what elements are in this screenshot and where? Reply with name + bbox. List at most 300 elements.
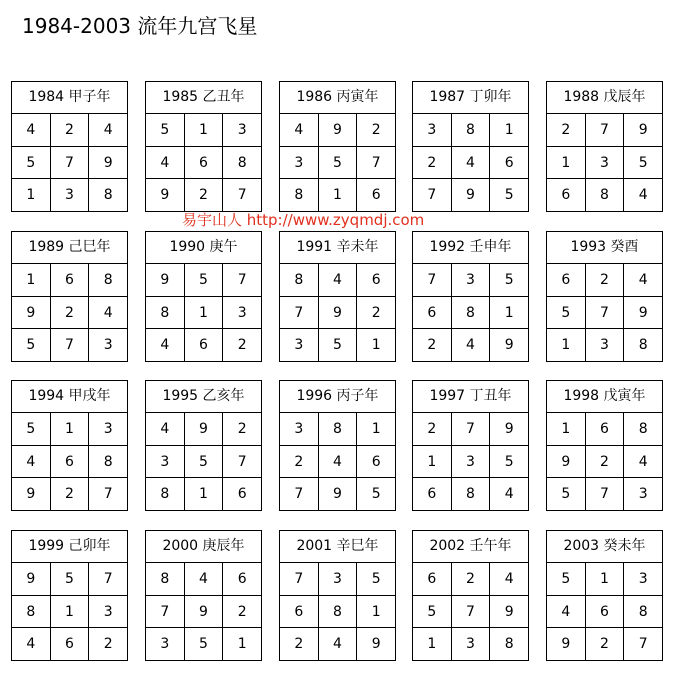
star-cell: 3	[88, 329, 127, 361]
star-cell: 4	[561, 603, 571, 620]
star-grid-row	[280, 627, 395, 660]
star-grid	[547, 563, 662, 660]
star-grid-row	[146, 477, 261, 510]
star-grid	[280, 114, 395, 211]
year-card-title: 2003 癸未年	[547, 531, 662, 563]
star-cell: 3	[160, 636, 170, 653]
star-cell: 7	[88, 478, 127, 510]
year-card	[279, 81, 396, 212]
star-grid-row	[12, 264, 127, 296]
year-card-title: 2001 辛巳年	[280, 531, 395, 563]
year-card-title: 1986 丙寅年	[280, 82, 395, 114]
star-cell: 8	[451, 478, 490, 510]
star-cell: 6	[561, 271, 571, 288]
star-cell: 6	[356, 446, 395, 478]
star-cell: 6	[50, 446, 89, 478]
star-grid	[146, 114, 261, 211]
star-grid-row	[280, 114, 395, 146]
star-cell: 5	[561, 570, 571, 587]
star-grid-row	[280, 563, 395, 595]
star-cell: 5	[26, 154, 36, 171]
star-grid	[547, 413, 662, 510]
star-grid	[12, 413, 127, 510]
star-grid-row	[547, 563, 662, 595]
year-card-title: 1997 丁丑年	[413, 381, 528, 413]
star-cell: 8	[623, 596, 662, 628]
star-cell: 6	[427, 486, 437, 503]
star-cell: 3	[427, 121, 437, 138]
star-cell: 9	[489, 596, 528, 628]
star-grid-row	[280, 146, 395, 179]
star-cell: 1	[50, 596, 89, 628]
star-cell: 7	[160, 603, 170, 620]
star-cell: 1	[356, 596, 395, 628]
star-grid-row	[547, 264, 662, 296]
star-cell: 3	[585, 329, 624, 361]
star-grid-row	[146, 595, 261, 628]
star-cell: 8	[294, 271, 304, 288]
star-cell: 5	[561, 304, 571, 321]
year-card	[145, 530, 262, 661]
star-cell: 6	[222, 563, 261, 595]
star-cell: 6	[356, 264, 395, 296]
star-cell: 9	[26, 570, 36, 587]
star-cell: 4	[318, 264, 357, 296]
star-cell: 5	[50, 563, 89, 595]
star-cell: 1	[489, 297, 528, 329]
year-card-title: 1996 丙子年	[280, 381, 395, 413]
star-grid-row	[547, 413, 662, 445]
star-cell: 6	[50, 264, 89, 296]
year-card	[145, 380, 262, 511]
star-cell: 3	[222, 297, 261, 329]
star-grid	[146, 264, 261, 361]
star-grid-row	[547, 595, 662, 628]
star-grid-row	[413, 445, 528, 478]
star-grid-row	[280, 178, 395, 211]
star-cell: 2	[356, 297, 395, 329]
star-cell: 9	[184, 413, 223, 445]
star-cell: 2	[427, 154, 437, 171]
star-cell: 2	[427, 337, 437, 354]
star-cell: 1	[561, 154, 571, 171]
star-cell: 7	[294, 570, 304, 587]
year-card	[412, 231, 529, 362]
star-cell: 5	[318, 329, 357, 361]
year-card	[11, 81, 128, 212]
star-cell: 4	[451, 147, 490, 179]
star-cell: 5	[26, 337, 36, 354]
year-card	[546, 231, 663, 362]
star-grid-row	[413, 114, 528, 146]
star-grid-row	[413, 413, 528, 445]
year-card-title: 2000 庚辰年	[146, 531, 261, 563]
star-cell: 2	[222, 596, 261, 628]
star-grid-row	[413, 296, 528, 329]
star-cell: 4	[88, 297, 127, 329]
year-card	[546, 530, 663, 661]
star-cell: 4	[318, 628, 357, 660]
star-grid-row	[413, 328, 528, 361]
star-cell: 8	[623, 413, 662, 445]
star-cell: 9	[160, 187, 170, 204]
star-cell: 7	[222, 179, 261, 211]
star-cell: 1	[356, 413, 395, 445]
star-grid-row	[547, 328, 662, 361]
star-cell: 2	[50, 478, 89, 510]
star-cell: 8	[318, 596, 357, 628]
star-cell: 5	[356, 563, 395, 595]
star-grid-row	[547, 296, 662, 329]
star-cell: 8	[88, 264, 127, 296]
star-cell: 2	[294, 453, 304, 470]
star-grid	[146, 563, 261, 660]
star-grid	[547, 114, 662, 211]
star-cell: 6	[184, 147, 223, 179]
star-cell: 6	[427, 570, 437, 587]
star-cell: 8	[222, 147, 261, 179]
star-cell: 8	[160, 486, 170, 503]
star-grid-row	[413, 595, 528, 628]
star-cell: 7	[427, 271, 437, 288]
star-cell: 6	[585, 596, 624, 628]
star-cell: 7	[50, 329, 89, 361]
star-cell: 1	[184, 297, 223, 329]
year-card-title: 1993 癸酉	[547, 232, 662, 264]
star-cell: 2	[561, 121, 571, 138]
year-card	[412, 530, 529, 661]
star-cell: 5	[489, 446, 528, 478]
star-grid-row	[413, 563, 528, 595]
star-grid-row	[280, 264, 395, 296]
star-grid-row	[146, 328, 261, 361]
star-cell: 8	[318, 413, 357, 445]
star-cell: 5	[160, 121, 170, 138]
star-grid	[413, 264, 528, 361]
star-cell: 4	[88, 114, 127, 146]
star-cell: 7	[585, 297, 624, 329]
star-grid-row	[547, 178, 662, 211]
star-cell: 5	[26, 420, 36, 437]
year-card	[11, 231, 128, 362]
star-cell: 9	[160, 271, 170, 288]
star-cell: 6	[561, 187, 571, 204]
star-grid-row	[280, 296, 395, 329]
star-grid-row	[413, 264, 528, 296]
year-card-title: 1990 庚午	[146, 232, 261, 264]
star-grid-row	[12, 563, 127, 595]
star-cell: 3	[160, 453, 170, 470]
star-cell: 8	[88, 446, 127, 478]
star-cell: 7	[623, 628, 662, 660]
star-cell: 9	[451, 179, 490, 211]
star-grid-row	[12, 477, 127, 510]
star-grid	[146, 413, 261, 510]
star-cell: 7	[222, 446, 261, 478]
star-cell: 5	[489, 264, 528, 296]
star-cell: 7	[294, 304, 304, 321]
star-cell: 3	[318, 563, 357, 595]
star-cell: 6	[184, 329, 223, 361]
star-cell: 6	[427, 304, 437, 321]
year-card	[279, 380, 396, 511]
star-grid-row	[146, 563, 261, 595]
star-cell: 7	[451, 596, 490, 628]
star-cell: 8	[489, 628, 528, 660]
star-cell: 1	[427, 636, 437, 653]
star-grid	[12, 114, 127, 211]
star-cell: 3	[88, 596, 127, 628]
star-grid-row	[12, 114, 127, 146]
star-cell: 8	[585, 179, 624, 211]
star-cell: 1	[50, 413, 89, 445]
star-grid-row	[280, 413, 395, 445]
star-cell: 3	[623, 563, 662, 595]
year-card-title: 2002 壬午年	[413, 531, 528, 563]
year-card-title: 1999 己卯年	[12, 531, 127, 563]
star-cell: 7	[356, 147, 395, 179]
star-cell: 9	[561, 453, 571, 470]
star-grid-row	[280, 445, 395, 478]
star-grid-row	[12, 445, 127, 478]
star-cell: 2	[294, 636, 304, 653]
star-cell: 9	[26, 486, 36, 503]
star-cell: 3	[222, 114, 261, 146]
star-cell: 5	[184, 628, 223, 660]
star-grid-row	[547, 445, 662, 478]
year-card-title: 1987 丁卯年	[413, 82, 528, 114]
star-cell: 3	[294, 337, 304, 354]
star-cell: 4	[489, 563, 528, 595]
star-cell: 4	[26, 453, 36, 470]
star-cell: 9	[318, 114, 357, 146]
star-cell: 4	[294, 121, 304, 138]
star-cell: 2	[50, 297, 89, 329]
star-cell: 4	[623, 264, 662, 296]
star-cell: 4	[623, 179, 662, 211]
year-card-title: 1994 甲戌年	[12, 381, 127, 413]
star-cell: 2	[427, 420, 437, 437]
star-cell: 2	[88, 628, 127, 660]
star-cell: 8	[451, 297, 490, 329]
star-cell: 2	[184, 179, 223, 211]
star-cell: 1	[356, 329, 395, 361]
star-cell: 1	[561, 420, 571, 437]
page-title: 1984-2003 流年九宫飞星	[22, 14, 258, 38]
star-cell: 8	[451, 114, 490, 146]
star-grid-row	[146, 146, 261, 179]
star-cell: 1	[561, 337, 571, 354]
star-grid-row	[280, 477, 395, 510]
year-card	[11, 530, 128, 661]
year-card	[145, 231, 262, 362]
star-cell: 7	[294, 486, 304, 503]
star-cell: 2	[451, 563, 490, 595]
star-cell: 2	[585, 628, 624, 660]
star-cell: 9	[184, 596, 223, 628]
year-card-title: 1988 戊辰年	[547, 82, 662, 114]
star-cell: 4	[160, 337, 170, 354]
star-grid-row	[146, 296, 261, 329]
star-cell: 8	[160, 304, 170, 321]
star-cell: 4	[160, 420, 170, 437]
star-grid-row	[280, 595, 395, 628]
star-cell: 1	[222, 628, 261, 660]
star-cell: 2	[585, 264, 624, 296]
star-cell: 6	[356, 179, 395, 211]
star-cell: 9	[318, 297, 357, 329]
star-grid	[413, 114, 528, 211]
year-card	[546, 81, 663, 212]
year-card	[145, 81, 262, 212]
star-grid-row	[146, 627, 261, 660]
star-grid	[12, 563, 127, 660]
star-cell: 5	[318, 147, 357, 179]
star-cell: 4	[318, 446, 357, 478]
star-grid-row	[413, 178, 528, 211]
star-grid-row	[547, 477, 662, 510]
star-grid-row	[12, 178, 127, 211]
star-cell: 9	[356, 628, 395, 660]
star-cell: 1	[318, 179, 357, 211]
star-cell: 9	[489, 329, 528, 361]
star-cell: 1	[489, 114, 528, 146]
star-cell: 1	[26, 271, 36, 288]
star-cell: 2	[222, 329, 261, 361]
star-cell: 9	[489, 413, 528, 445]
star-grid-row	[547, 114, 662, 146]
star-cell: 7	[88, 563, 127, 595]
star-grid	[12, 264, 127, 361]
star-grid	[413, 563, 528, 660]
star-cell: 4	[160, 154, 170, 171]
star-grid-row	[413, 477, 528, 510]
star-cell: 7	[427, 187, 437, 204]
star-cell: 1	[26, 187, 36, 204]
star-grid-row	[146, 114, 261, 146]
star-cell: 5	[427, 603, 437, 620]
year-card	[412, 81, 529, 212]
star-cell: 4	[184, 563, 223, 595]
star-grid-row	[12, 413, 127, 445]
star-cell: 6	[489, 147, 528, 179]
star-cell: 4	[26, 121, 36, 138]
year-card-title: 1995 乙亥年	[146, 381, 261, 413]
star-grid	[280, 264, 395, 361]
star-grid	[547, 264, 662, 361]
star-cell: 2	[222, 413, 261, 445]
star-grid-row	[12, 146, 127, 179]
year-card-title: 1998 戊寅年	[547, 381, 662, 413]
star-cell: 6	[222, 478, 261, 510]
star-cell: 8	[88, 179, 127, 211]
star-grid-row	[413, 627, 528, 660]
star-cell: 9	[623, 297, 662, 329]
star-cell: 6	[294, 603, 304, 620]
star-cell: 2	[585, 446, 624, 478]
star-cell: 1	[427, 453, 437, 470]
star-grid-row	[12, 296, 127, 329]
star-cell: 3	[451, 446, 490, 478]
year-card-title: 1985 乙丑年	[146, 82, 261, 114]
star-cell: 4	[489, 478, 528, 510]
year-card	[412, 380, 529, 511]
year-card-title: 1989 己巳年	[12, 232, 127, 264]
star-grid-row	[280, 328, 395, 361]
year-card-title: 1992 壬申年	[413, 232, 528, 264]
star-cell: 6	[50, 628, 89, 660]
star-grid-row	[413, 146, 528, 179]
star-cell: 7	[451, 413, 490, 445]
star-cell: 7	[585, 478, 624, 510]
star-cell: 5	[356, 478, 395, 510]
star-cell: 3	[294, 154, 304, 171]
star-cell: 3	[451, 628, 490, 660]
star-cell: 3	[50, 179, 89, 211]
star-grid	[413, 413, 528, 510]
year-card	[11, 380, 128, 511]
star-grid-row	[12, 595, 127, 628]
star-cell: 2	[50, 114, 89, 146]
star-grid-row	[12, 328, 127, 361]
star-cell: 3	[585, 147, 624, 179]
year-card	[279, 231, 396, 362]
star-grid	[280, 563, 395, 660]
star-cell: 3	[623, 478, 662, 510]
star-cell: 4	[623, 446, 662, 478]
year-card-title: 1991 辛未年	[280, 232, 395, 264]
star-cell: 5	[184, 446, 223, 478]
star-cell: 8	[26, 603, 36, 620]
star-cell: 7	[50, 147, 89, 179]
star-cell: 9	[623, 114, 662, 146]
star-cell: 4	[451, 329, 490, 361]
star-grid-row	[547, 627, 662, 660]
star-cell: 8	[160, 570, 170, 587]
star-grid	[280, 413, 395, 510]
star-cell: 1	[184, 114, 223, 146]
star-cell: 8	[623, 329, 662, 361]
star-cell: 2	[356, 114, 395, 146]
year-card	[279, 530, 396, 661]
star-cell: 8	[294, 187, 304, 204]
star-grid-row	[146, 413, 261, 445]
star-cell: 1	[585, 563, 624, 595]
star-cell: 6	[585, 413, 624, 445]
star-cell: 3	[294, 420, 304, 437]
star-cell: 9	[88, 147, 127, 179]
star-cell: 5	[623, 147, 662, 179]
star-grid-row	[12, 627, 127, 660]
star-cell: 9	[26, 304, 36, 321]
star-grid-row	[547, 146, 662, 179]
star-cell: 5	[561, 486, 571, 503]
star-cell: 7	[585, 114, 624, 146]
watermark-text: 易宇山人 http://www.zyqmdj.com	[182, 211, 425, 229]
year-card-title: 1984 甲子年	[12, 82, 127, 114]
star-grid-row	[146, 264, 261, 296]
star-cell: 9	[318, 478, 357, 510]
year-card	[546, 380, 663, 511]
star-grid-row	[146, 445, 261, 478]
star-cell: 5	[489, 179, 528, 211]
star-cell: 7	[222, 264, 261, 296]
star-cell: 9	[561, 636, 571, 653]
star-cell: 5	[184, 264, 223, 296]
star-cell: 4	[26, 636, 36, 653]
star-cell: 1	[184, 478, 223, 510]
star-cell: 3	[451, 264, 490, 296]
